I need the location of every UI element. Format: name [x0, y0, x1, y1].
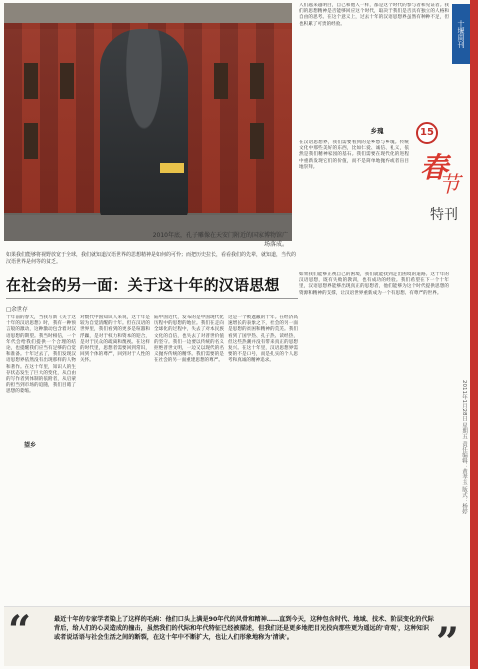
special-issue-label: 特刊 [430, 207, 458, 223]
section-tag: 十堰周刊 [452, 4, 470, 64]
close-quote-icon: ” [436, 619, 460, 666]
statue-figure [100, 29, 188, 219]
section-heading-wangxiang: 望乡 [24, 442, 37, 449]
vertical-issue-info: 2011年1月28日 星期五 责任编辑：黄孝玉 版式：杨婷 [461, 380, 467, 515]
festival-char: 节 [438, 173, 461, 198]
body-column-1: 十年前的春天，当我写新《关于这十年的汉语思想》时，我有一种预言般的激动，这种激动包含着对汉语思想的期望。我当时相信，一个年代会给我们提供一个合理的结论，也提醒我们应当有足够的自觉和准备。十年过去了，我们发现汉语思想界依然没有出现那样的人物和著作。在这十年里，知识人的生存状态发生了巨大的变化，从自由的写作者到体制的依附者，从启蒙的担当到市场的追随，我们目睹了思想的萎缩。 [6, 315, 76, 395]
article-author: □余世存 [6, 307, 28, 313]
open-quote-icon: “ [8, 607, 32, 654]
headline-rule [6, 298, 298, 299]
section-heading-xianggui: 乡瑰 [370, 127, 384, 135]
body-column-3: 陆中国近代，发布的是中国现代化历程中的思想的地位。我们在走向全球化的过程中，失去了对本民族文化的自信，也失去了对普世价值的坚守。我们一边要以传统的名义拒绝普世文明，一边又以现代的名义抛弃传统的精华。我们需要的是在社会的另一面重建思想的尊严。 [154, 315, 224, 364]
photo-caption: 2010年底，孔子雕像在天安门附近的国家博物馆广场落成。 [152, 232, 288, 248]
confucius-statue-photo [4, 3, 292, 241]
red-side-rail [470, 0, 478, 669]
body-column-4: 这是一个被遮蔽的十年。在经济高速增长的表象之下，社会的另一面是思想的贫困和精神的荒芜。我们看到了国学热、孔子热、读经热，但这些热潮并没有带来真正的思想复兴。在这十年里，汉语思想界需要的不是口号，而是扎实的个人思考和真诚的精神追求。 [228, 315, 298, 364]
right-column-low: 如果我们能够正视自己的困境，我们就能找到走出困境的道路。这十年的汉语思想，既有失败的教训，也有成功的经验。我们希望在下一个十年里，汉语思想界能够出现真正的思想者，他们能够为这个时代提供思想的资源和精神的支撑，让汉语世界重新成为一个有思想、有尊严的世界。 [299, 272, 449, 296]
pull-quote [4, 606, 470, 666]
right-column-mid: 在汉语思想界，我们需要看到的是乡愁与乡瑰。传统文化中那些美好的东西，比如仁爱、诚信、礼义，依然是我们精神家园的基石。我们需要在现代化的进程中重新发现它们的价值，而不是简单地抛弃或者盲目地崇拜。 [299, 140, 409, 170]
right-column-top: 人们越来越明白，自己和他人一样，都是这个时代的参与者和见证者。我们的思想精神是否能够回应这个时代，取决于我们是否具有独立的人格和自由的思考。在这个意义上，过去十年的汉语思想界虽然有种种不足，但也积累了可贵的经验。 [299, 3, 449, 27]
spring-char: 春 [420, 151, 449, 184]
pull-quote-text: 最近十年的专家学者染上了这样的毛病：他们口头上满是90年代的风骨和精神……直到今天，这种包含时代、地域、技术、阶层变化的代际背后，给人们的心灵造成的撞击，虽然我们的代际和年代特征已经被描述，但我们还是更多地把目光投向那些更为遥远的'奇观'，这种知识或者说话语与社会生活之间的断裂，在这十年中不断扩大，也让人们形象地称为'清谈'。 [54, 616, 434, 641]
spring-festival-badge [412, 120, 472, 230]
body-column-2: 对数代中国知识人来说，这十年是较为自觉清醒的十年。但在汉语的世界里，我们看到的更多是喧嚣和浮躁，是对于权力和资本的迎合，是对于民众的疏离和蔑视。在这样的时代里，思想者需要回到常识，回到个体的尊严，回到对于人性的关怀。 [80, 315, 150, 364]
article-headline: 在社会的另一面：关于这十年的汉语思想 [6, 276, 280, 294]
page-number: 15 [416, 122, 438, 144]
article-intro: 如果我们能够将视野放宽于全球，我们就知道汉语世界的思想精神是如何的可怜；而把历史拉长，看看我们的先辈，就知道，当代的汉语世界是何等的贫乏。 [6, 252, 297, 265]
